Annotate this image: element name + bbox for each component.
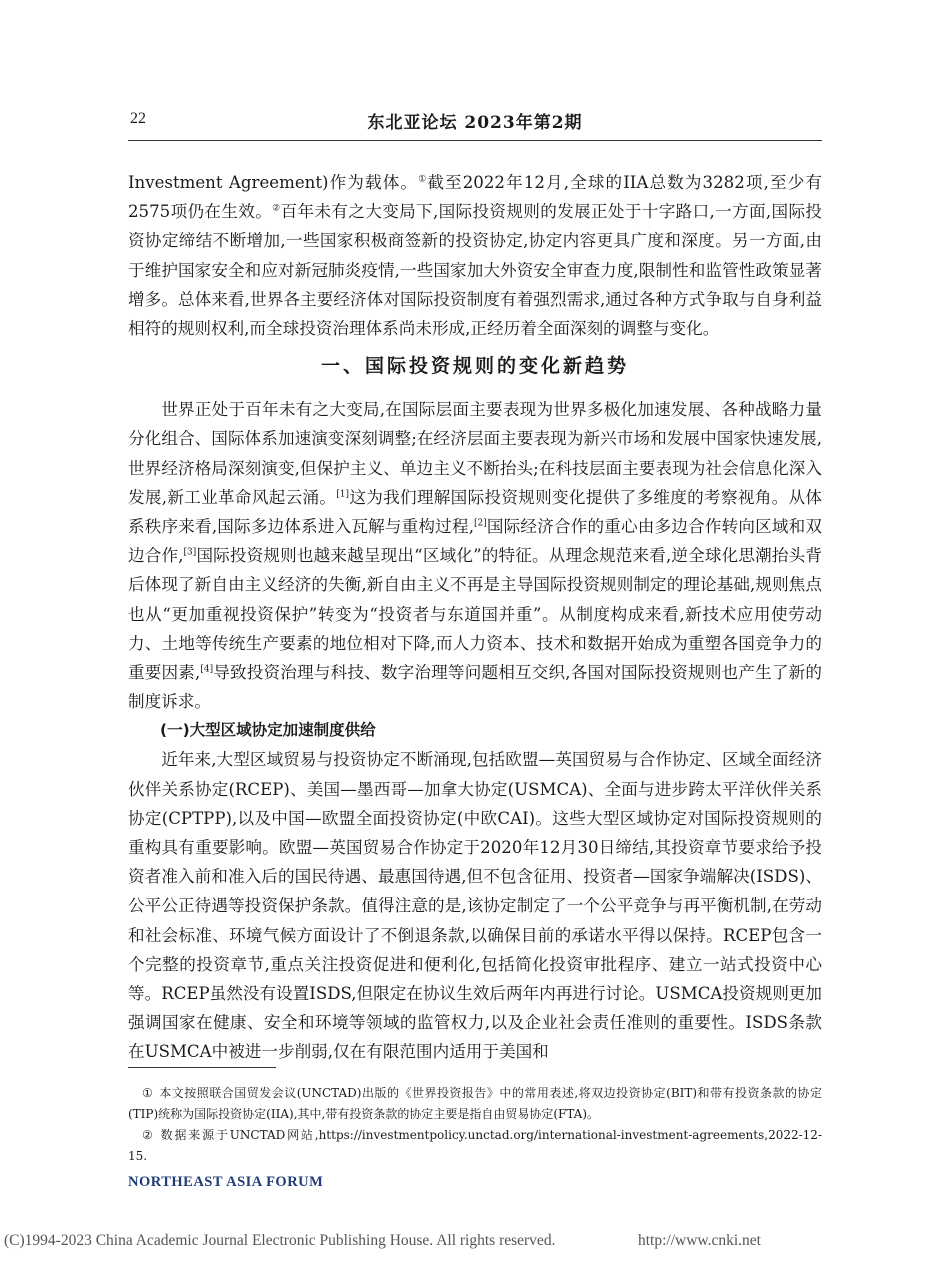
- citation-ref-2[interactable]: [2]: [473, 518, 487, 529]
- subsection-title: (一)大型区域协定加速制度供给: [160, 721, 376, 740]
- copyright-text: (C)1994-2023 China Academic Journal Electronic Publishing House. All rights reserved.: [4, 1232, 556, 1249]
- citation-ref-4[interactable]: [4]: [200, 664, 214, 675]
- footnotes: [128, 1083, 822, 1167]
- footnote-2-mark: ②: [142, 1128, 155, 1142]
- footnote-ref-1[interactable]: ①: [418, 174, 428, 185]
- citation-ref-1[interactable]: [1]: [336, 489, 350, 500]
- page-header: [130, 108, 820, 134]
- journal-brand: NORTHEAST ASIA FORUM: [128, 1174, 324, 1190]
- cnki-link[interactable]: http://www.cnki.net: [638, 1232, 761, 1249]
- section-title: 一、国际投资规则的变化新趋势: [320, 355, 629, 378]
- journal-title: 东北亚论坛 2023年第2期: [367, 113, 583, 133]
- intro-text-a: Investment Agreement)作为载体。: [128, 173, 419, 192]
- para1-text-4: 国际投资规则也越来越呈现出“区域化”的特征。从理念规范来看,逆全球化思潮抬头背后体现了新自由主义经济的失衡,新自由主义不再是主导国际投资规则制定的理论基础,规则焦点也从“更加重视投资保护”转变为“投资者与东道国并重”。从制度构成来看,新技术应用使劳动力、土地等传统生产要素的地位相对下降,而人力资本、技术和数据开始成为重塑各国竞争力的重要因素,: [128, 546, 822, 683]
- para1-text-2: 这为我们理解国际投资规则变化提供了多维度的考察视角。从体系秩序来看,国际多边体系进入瓦解与重构过程,: [128, 487, 822, 537]
- para1-text-5: 导致投资治理与科技、数字治理等问题相互交织,各国对国际投资规则也产生了新的制度诉求。: [128, 663, 822, 712]
- paragraph-trends: [128, 395, 822, 716]
- footnote-1: [128, 1083, 822, 1125]
- footnote-rule: [128, 1067, 276, 1068]
- intro-text-c: 百年未有之大变局下,国际投资规则的发展正处于十字路口,一方面,国际投资协定缔结不断增加,一些国家积极商签新的投资协定,协定内容更具广度和深度。另一方面,由于维护国家安全和应对新冠肺炎疫情,一些国家加大外资安全审查力度,限制性和监管性政策显著增多。总体来看,世界各主要经济体对国际投资制度有着强烈需求,通过各种方式争取与自身利益相符的规则权利,而全球投资治理体系尚未形成,正经历着全面深刻的调整与变化。: [128, 202, 823, 339]
- footnote-1-mark: ①: [142, 1086, 154, 1100]
- para1-text-3: 国际经济合作的重心由多边合作转向区域和双边合作,: [128, 517, 822, 566]
- header-rule: [128, 140, 822, 141]
- paragraph-regional-agreements: 近年来,大型区域贸易与投资协定不断涌现,包括欧盟—英国贸易与合作协定、区域全面经济伙伴关系协定(RCEP)、美国—墨西哥—加拿大协定(USMCA)、全面与进步跨太平洋伙伴关系协定(CPTPP),以及中国—欧盟全面投资协定(中欧CAI)。这些大型区域协定对国际投资规则的重构具有重要影响。欧盟—英国贸易合作协定于2020年12月30日缔结,其投资章节要求给予投资者准入前和准入后的国民待遇、最惠国待遇,但不包含征用、投资者—国家争端解决(ISDS)、公平公正待遇等投资保护条款。值得注意的是,该协定制定了一个公平竞争与再平衡机制,在劳动和社会标准、环境气候方面设计了不倒退条款,以确保目前的承诺水平得以保持。RCEP包含一个完整的投资章节,重点关注投资促进和便利化,包括简化投资审批程序、建立一站式投资中心等。RCEP虽然没有设置ISDS,但限定在协议生效后两年内再进行讨论。USMCA投资规则更加强调国家在健康、安全和环境等领域的监管权力,以及企业社会责任准则的重要性。ISDS条款在USMCA中被进一步削弱,仅在有限范围内适用于美国和: [128, 750, 822, 1062]
- page-number: 22: [130, 110, 146, 127]
- footnote-2-text: 数据来源于UNCTAD网站,https://investmentpolicy.unctad.org/international-investment-agreements,2022-12-15.: [128, 1128, 822, 1163]
- para1-text-1: 世界正处于百年未有之大变局,在国际层面主要表现为世界多极化加速发展、各种战略力量分化组合、国际体系加速演变深刻调整;在经济层面主要表现为新兴市场和发展中国家快速发展,世界经济格局深刻演变,但保护主义、单边主义不断抬头;在科技层面主要表现为社会信息化深入发展,新工业革命风起云涌。: [128, 400, 822, 507]
- article-body: [128, 168, 822, 1067]
- copyright-line: [4, 1232, 946, 1250]
- intro-text-b: 截至2022年12月,全球的IIA总数为3282项,至少有2575项仍在生效。: [128, 173, 823, 222]
- footnote-2: [128, 1125, 822, 1167]
- citation-ref-3[interactable]: [3]: [183, 547, 197, 558]
- footnote-1-text: 本文按照联合国贸发会议(UNCTAD)出版的《世界投资报告》中的常用表述,将双边投资协定(BIT)和带有投资条款的协定(TIP)统称为国际投资协定(IIA),其中,带有投资条款的协定主要是指自由贸易协定(FTA)。: [128, 1086, 822, 1121]
- footnote-ref-2[interactable]: ②: [272, 203, 281, 214]
- intro-paragraph: [128, 168, 822, 343]
